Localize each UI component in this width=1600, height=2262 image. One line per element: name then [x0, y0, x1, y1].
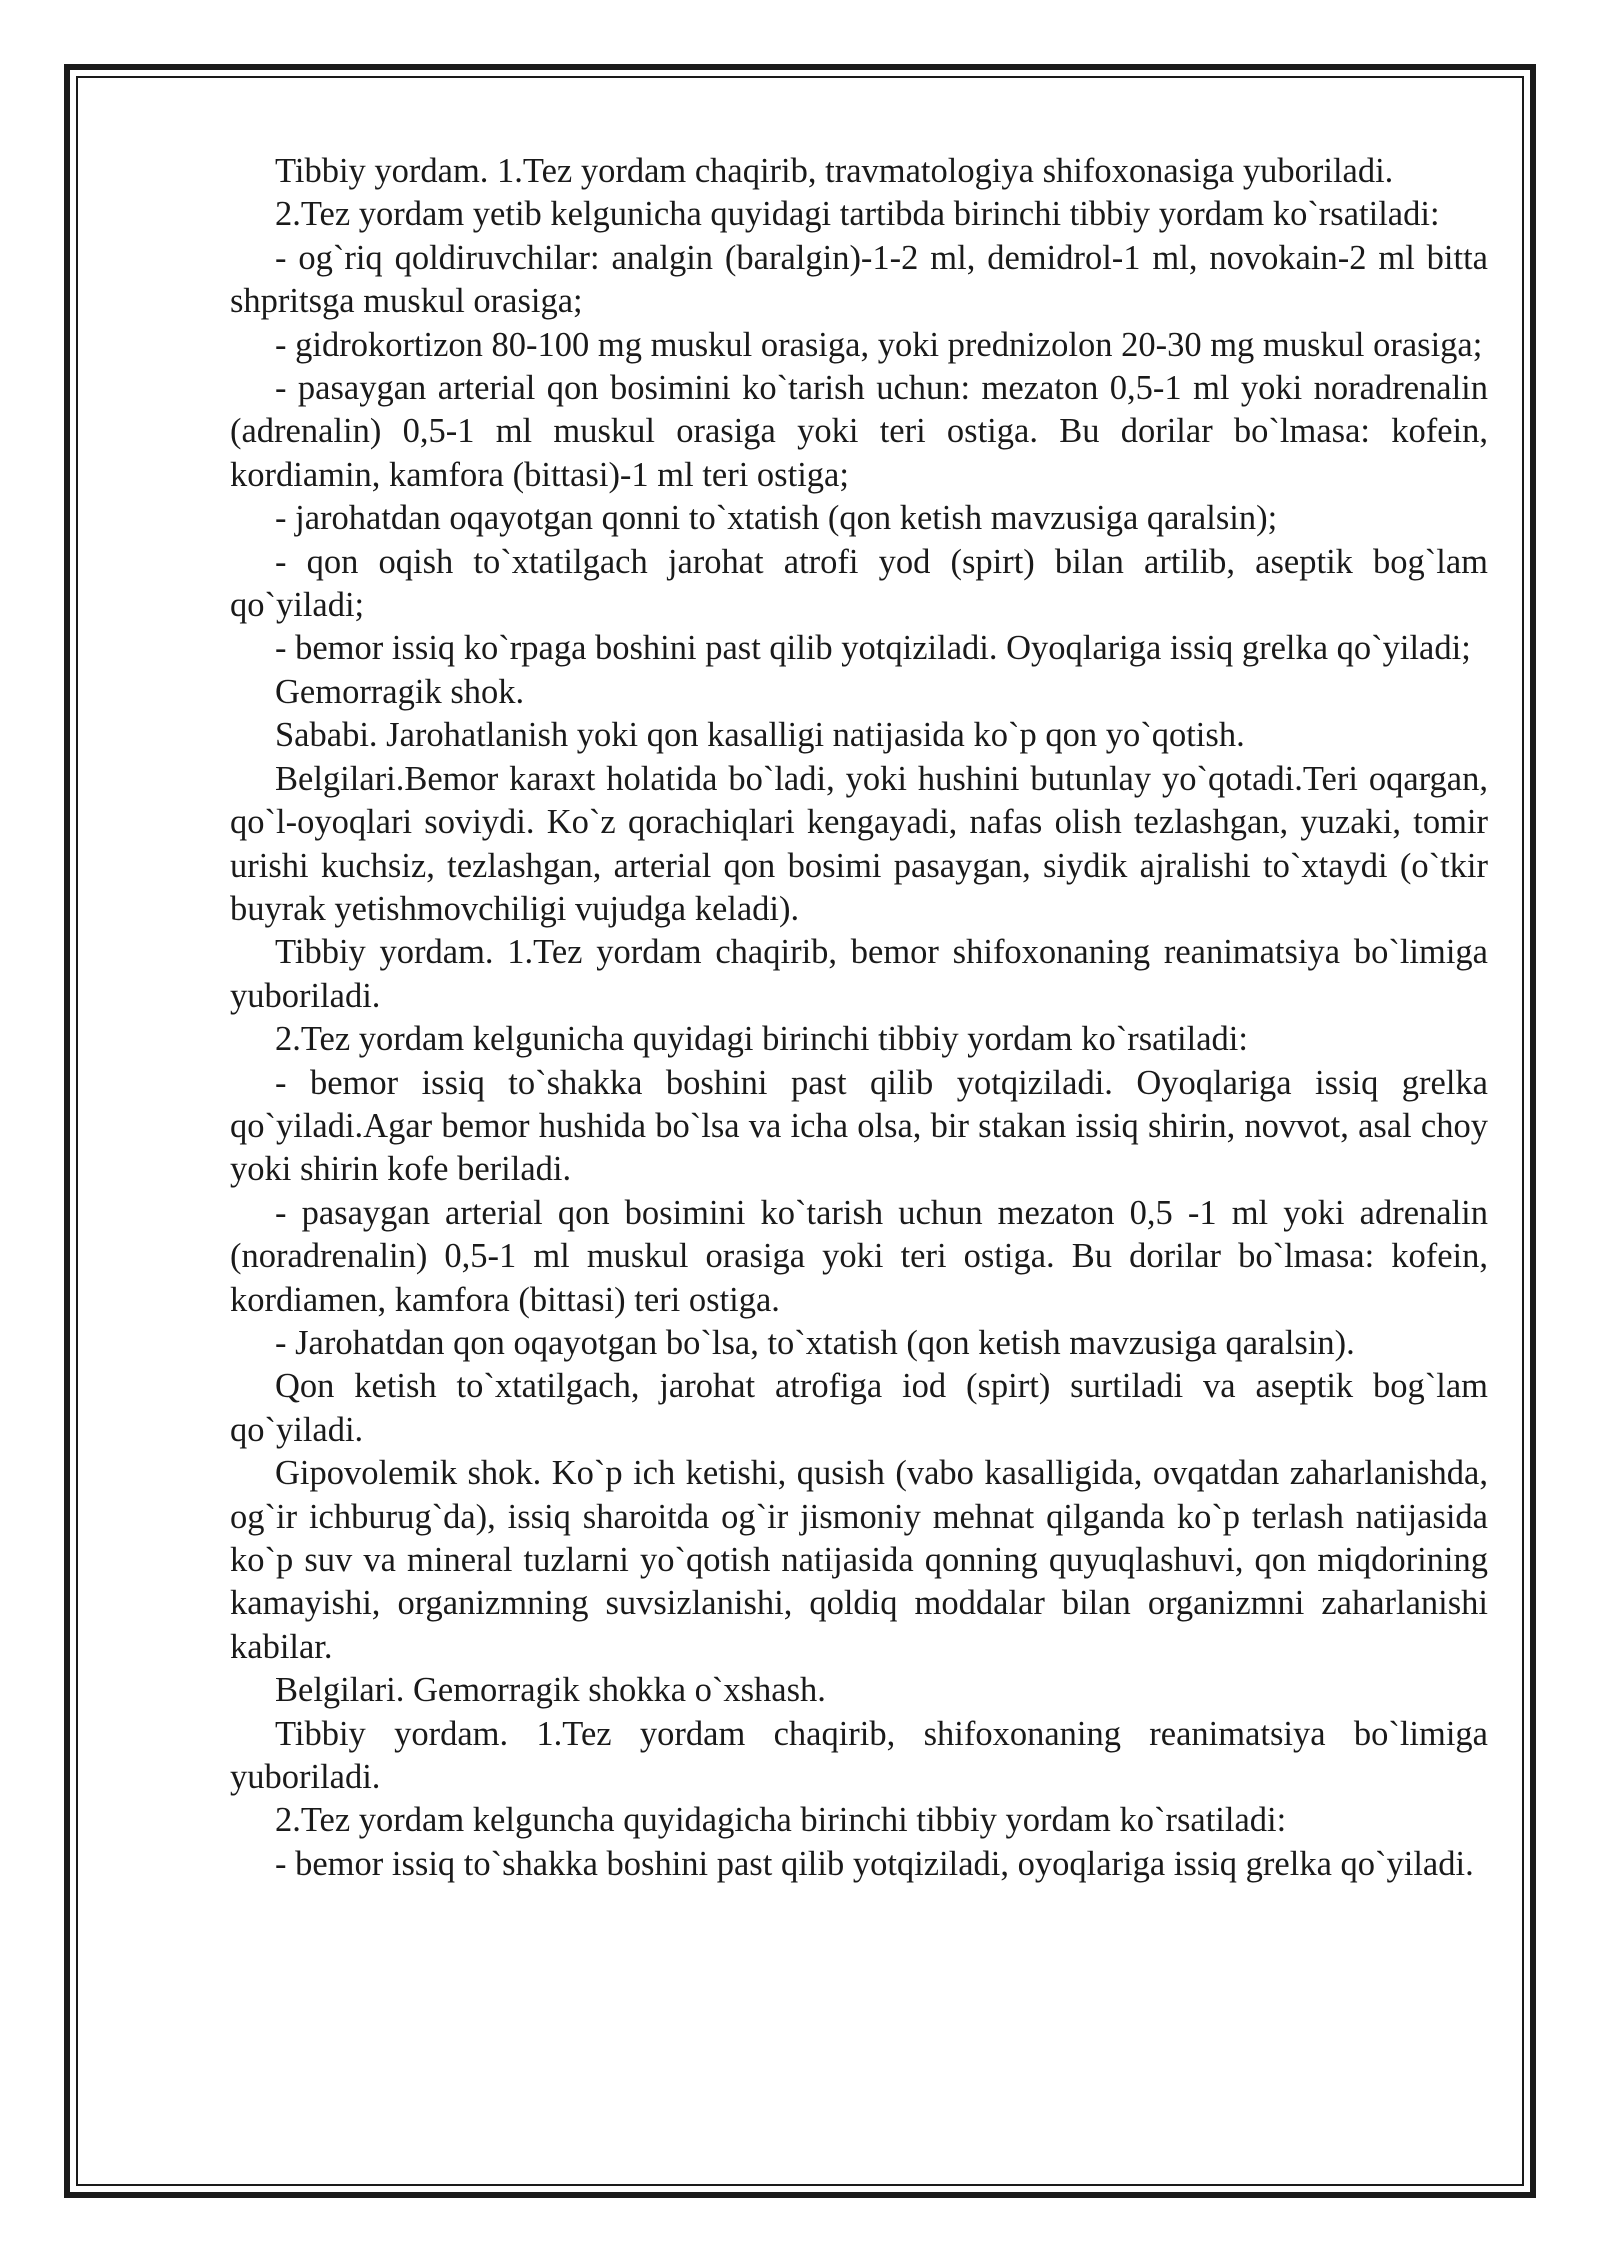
paragraph: Gipovolemik shok. Ko`p ich ketishi, qusish (vabo kasalligida, ovqatdan zaharlanishda, og`ir ichburug`da), issiq sharoitda og`ir jismoniy mehnat qilganda ko`p terlash natijasida ko`p suv va mineral tuzlarni yo`qotish natijasida qonning quyuqlashuvi, qon miqdorining kamayishi, organizmning suvsizlanishi, qoldiq moddalar bilan organizmni zaharlanishi kabilar. [230, 1454, 1488, 1666]
paragraph: 2.Tez yordam yetib kelgunicha quyidagi tartibda birinchi tibbiy yordam ko`rsatiladi: [275, 195, 1440, 234]
paragraph: Belgilari.Bemor karaxt holatida bo`ladi, yoki hushini butunlay yo`qotadi.Teri oqargan, qo`l-oyoqlari soviydi. Ko`z qorachiqlari kengayadi, nafas olish tezlashgan, yuzaki, tomir urishi kuchsiz, tezlashgan, arterial qon bosimi pasaygan, siydik ajralishi to`xtaydi (o`tkir buyrak yetishmovchiligi vujudga keladi). [230, 759, 1488, 928]
paragraph: 2.Tez yordam kelgunicha quyidagi birinchi tibbiy yordam ko`rsatiladi: [275, 1020, 1248, 1059]
paragraph: Sababi. Jarohatlanish yoki qon kasalligi natijasida ko`p qon yo`qotish. [275, 716, 1245, 755]
paragraph: - jarohatdan oqayotgan qonni to`xtatish (qon ketish mavzusiga qaralsin); [275, 499, 1278, 538]
paragraph: 2.Tez yordam kelguncha quyidagicha birinchi tibbiy yordam ko`rsatiladi: [275, 1801, 1287, 1840]
paragraph: - bemor issiq to`shakka boshini past qilib yotqiziladi, oyoqlariga issiq grelka qo`yiladi. [275, 1844, 1474, 1883]
paragraph: - gidrokortizon 80-100 mg muskul orasiga, yoki prednizolon 20-30 mg muskul orasiga; [275, 325, 1483, 364]
section-heading: Gemorragik shok. [275, 672, 525, 711]
paragraph: - bemor issiq ko`rpaga boshini past qilib yotqiziladi. Oyoqlariga issiq grelka qo`yiladi; [275, 629, 1471, 668]
paragraph: - pasaygan arterial qon bosimini ko`tarish uchun mezaton 0,5 -1 ml yoki adrenalin (noradrenalin) 0,5-1 ml muskul orasiga yoki teri ostiga. Bu dorilar bo`lmasa: kofein, kordiamen, kamfora (bittasi) teri ostiga. [230, 1193, 1488, 1319]
paragraph: Qon ketish to`xtatilgach, jarohat atrofiga iod (spirt) surtiladi va aseptik bog`lam qo`yiladi. [230, 1367, 1488, 1449]
paragraph: - Jarohatdan qon oqayotgan bo`lsa, to`xtatish (qon ketish mavzusiga qaralsin). [275, 1323, 1355, 1362]
paragraph: - pasaygan arterial qon bosimini ko`tarish uchun: mezaton 0,5-1 ml yoki noradrenalin (adrenalin) 0,5-1 ml muskul orasiga yoki teri ostiga. Bu dorilar bo`lmasa: kofein, kordiamin, kamfora (bittasi)-1 ml teri ostiga; [230, 369, 1488, 494]
paragraph: Tibbiy yordam. 1.Tez yordam chaqirib, shifoxonaning reanimatsiya bo`limiga yuboriladi. [230, 1714, 1488, 1797]
paragraph: Belgilari. Gemorragik shokka o`xshash. [275, 1671, 826, 1710]
paragraph: - bemor issiq to`shakka boshini past qilib yotqiziladi. Oyoqlariga issiq grelka qo`yiladi.Agar bemor hushida bo`lsa va icha olsa, bir stakan issiq shirin, novvot, asal choy yoki shirin kofe beriladi. [230, 1063, 1488, 1189]
document-body [230, 150, 1488, 1886]
paragraph: Tibbiy yordam. 1.Tez yordam chaqirib, bemor shifoxonaning reanimatsiya bo`limiga yuboriladi. [230, 933, 1488, 1015]
paragraph: - qon oqish to`xtatilgach jarohat atrofi yod (spirt) bilan artilib, aseptik bog`lam qo`yiladi; [230, 542, 1488, 625]
paragraph: - og`riq qoldiruvchilar: analgin (baralgin)-1-2 ml, demidrol-1 ml, novokain-2 ml bitta shpritsga muskul orasiga; [230, 238, 1488, 321]
paragraph: Tibbiy yordam. 1.Tez yordam chaqirib, travmatologiya shifoxonasiga yuboriladi. [275, 152, 1394, 190]
